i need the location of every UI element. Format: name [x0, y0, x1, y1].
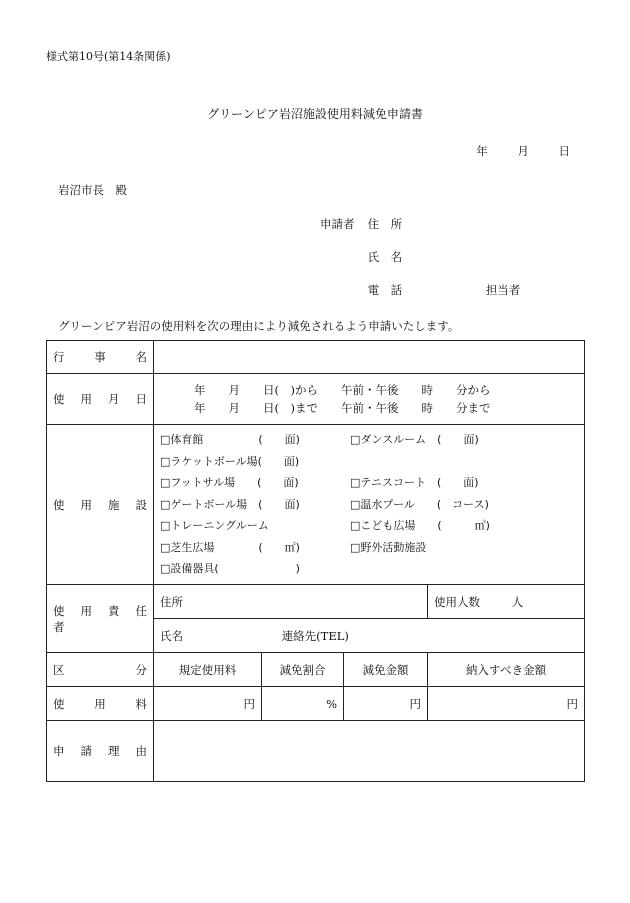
facility-gym[interactable]: □体育館 ( 面) — [160, 432, 300, 446]
facility-field — [154, 425, 585, 585]
request-statement: グリーンピア岩沼の使用料を次の理由により減免されるよう申請いたします。 — [58, 319, 460, 333]
date-day[interactable]: 日 — [558, 144, 570, 158]
form-number: 様式第10号(第14条関係) — [46, 50, 171, 63]
standard-fee-field[interactable] — [154, 687, 262, 721]
application-table — [46, 340, 585, 782]
reason-label: 申 請 理 由 — [47, 721, 154, 782]
facility-futsal[interactable]: □フットサル場 ( 面) — [160, 476, 299, 490]
fee-row — [47, 687, 585, 721]
date-field[interactable] — [154, 374, 585, 425]
applicant-address-label: 住 所 — [367, 217, 403, 231]
reason-field[interactable] — [154, 721, 585, 782]
applicant-phone-label: 電 話 — [367, 283, 403, 297]
form-title: グリーンピア岩沼施設使用料減免申請書 — [207, 107, 423, 121]
responsible-address[interactable] — [154, 585, 428, 619]
responsible-name[interactable] — [154, 619, 585, 653]
facility-pool[interactable]: □温水プール ( コース) — [350, 497, 489, 511]
date-row — [47, 374, 585, 425]
user-count-field[interactable] — [428, 585, 585, 619]
facility-tennis[interactable]: □テニスコート ( 面) — [350, 476, 479, 490]
facility-lawn[interactable]: □芝生広場 ( ㎡) — [160, 540, 300, 554]
col-payable: 納入すべき金額 — [428, 653, 585, 687]
facility-gateball[interactable]: □ゲートボール場 ( 面) — [160, 497, 300, 511]
col-amount: 減免金額 — [344, 653, 428, 687]
applicant-prefix: 申請者 — [320, 217, 355, 231]
facility-label: 使 用 施 設 — [47, 425, 154, 585]
responsible-label: 使 用 責 任 者 — [47, 585, 154, 653]
date-from: 年 月 日( )から 午前・午後 時 分から — [194, 383, 491, 397]
user-count-label: 使用人数 — [434, 594, 480, 609]
amount-unit: 円 — [409, 696, 421, 711]
date-year[interactable]: 年 — [476, 144, 488, 158]
applicant-block — [320, 216, 520, 315]
event-row — [47, 341, 585, 374]
col-standard-fee: 規定使用料 — [154, 653, 262, 687]
facility-training-room[interactable]: □トレーニングルーム — [160, 519, 269, 533]
amount-field[interactable] — [344, 687, 428, 721]
col-rate: 減免割合 — [262, 653, 344, 687]
date-label: 使 用 月 日 — [47, 374, 154, 425]
facility-dance-room[interactable]: □ダンスルーム ( 面) — [350, 432, 479, 446]
responsible-row-1 — [47, 585, 585, 619]
payable-field[interactable] — [428, 687, 585, 721]
facility-empty-1 — [350, 451, 560, 473]
applicant-contact-label: 担当者 — [485, 283, 521, 297]
facility-row — [47, 425, 585, 585]
facility-equipment[interactable]: □設備器具( ) — [160, 562, 300, 576]
responsible-address-label: 住所 — [160, 594, 183, 609]
date-line — [460, 143, 570, 159]
facility-racquetball[interactable]: □ラケットボール場( 面) — [160, 454, 300, 468]
standard-fee-unit: 円 — [243, 696, 255, 711]
rate-unit: % — [326, 696, 337, 711]
applicant-name-label: 氏 名 — [367, 250, 403, 264]
responsible-tel-label: 連絡先(TEL) — [281, 628, 349, 643]
addressee: 岩沼市長 殿 — [58, 183, 127, 197]
facility-outdoor[interactable]: □野外活動施設 — [350, 540, 427, 554]
date-month[interactable]: 月 — [517, 144, 529, 158]
event-field[interactable] — [154, 341, 585, 374]
facility-kids-plaza[interactable]: □こども広場 ( ㎡) — [350, 519, 490, 533]
event-label: 行 事 名 — [47, 341, 154, 374]
user-count-unit: 人 — [511, 594, 524, 609]
facility-empty-2 — [350, 558, 560, 580]
category-header-row — [47, 653, 585, 687]
fee-label: 使 用 料 — [47, 687, 154, 721]
reason-row — [47, 721, 585, 782]
rate-field[interactable] — [262, 687, 344, 721]
responsible-name-label: 氏名 — [160, 628, 183, 643]
payable-unit: 円 — [566, 696, 578, 711]
date-to: 年 月 日( )まで 午前・午後 時 分まで — [194, 401, 491, 415]
category-label: 区 分 — [47, 653, 154, 687]
